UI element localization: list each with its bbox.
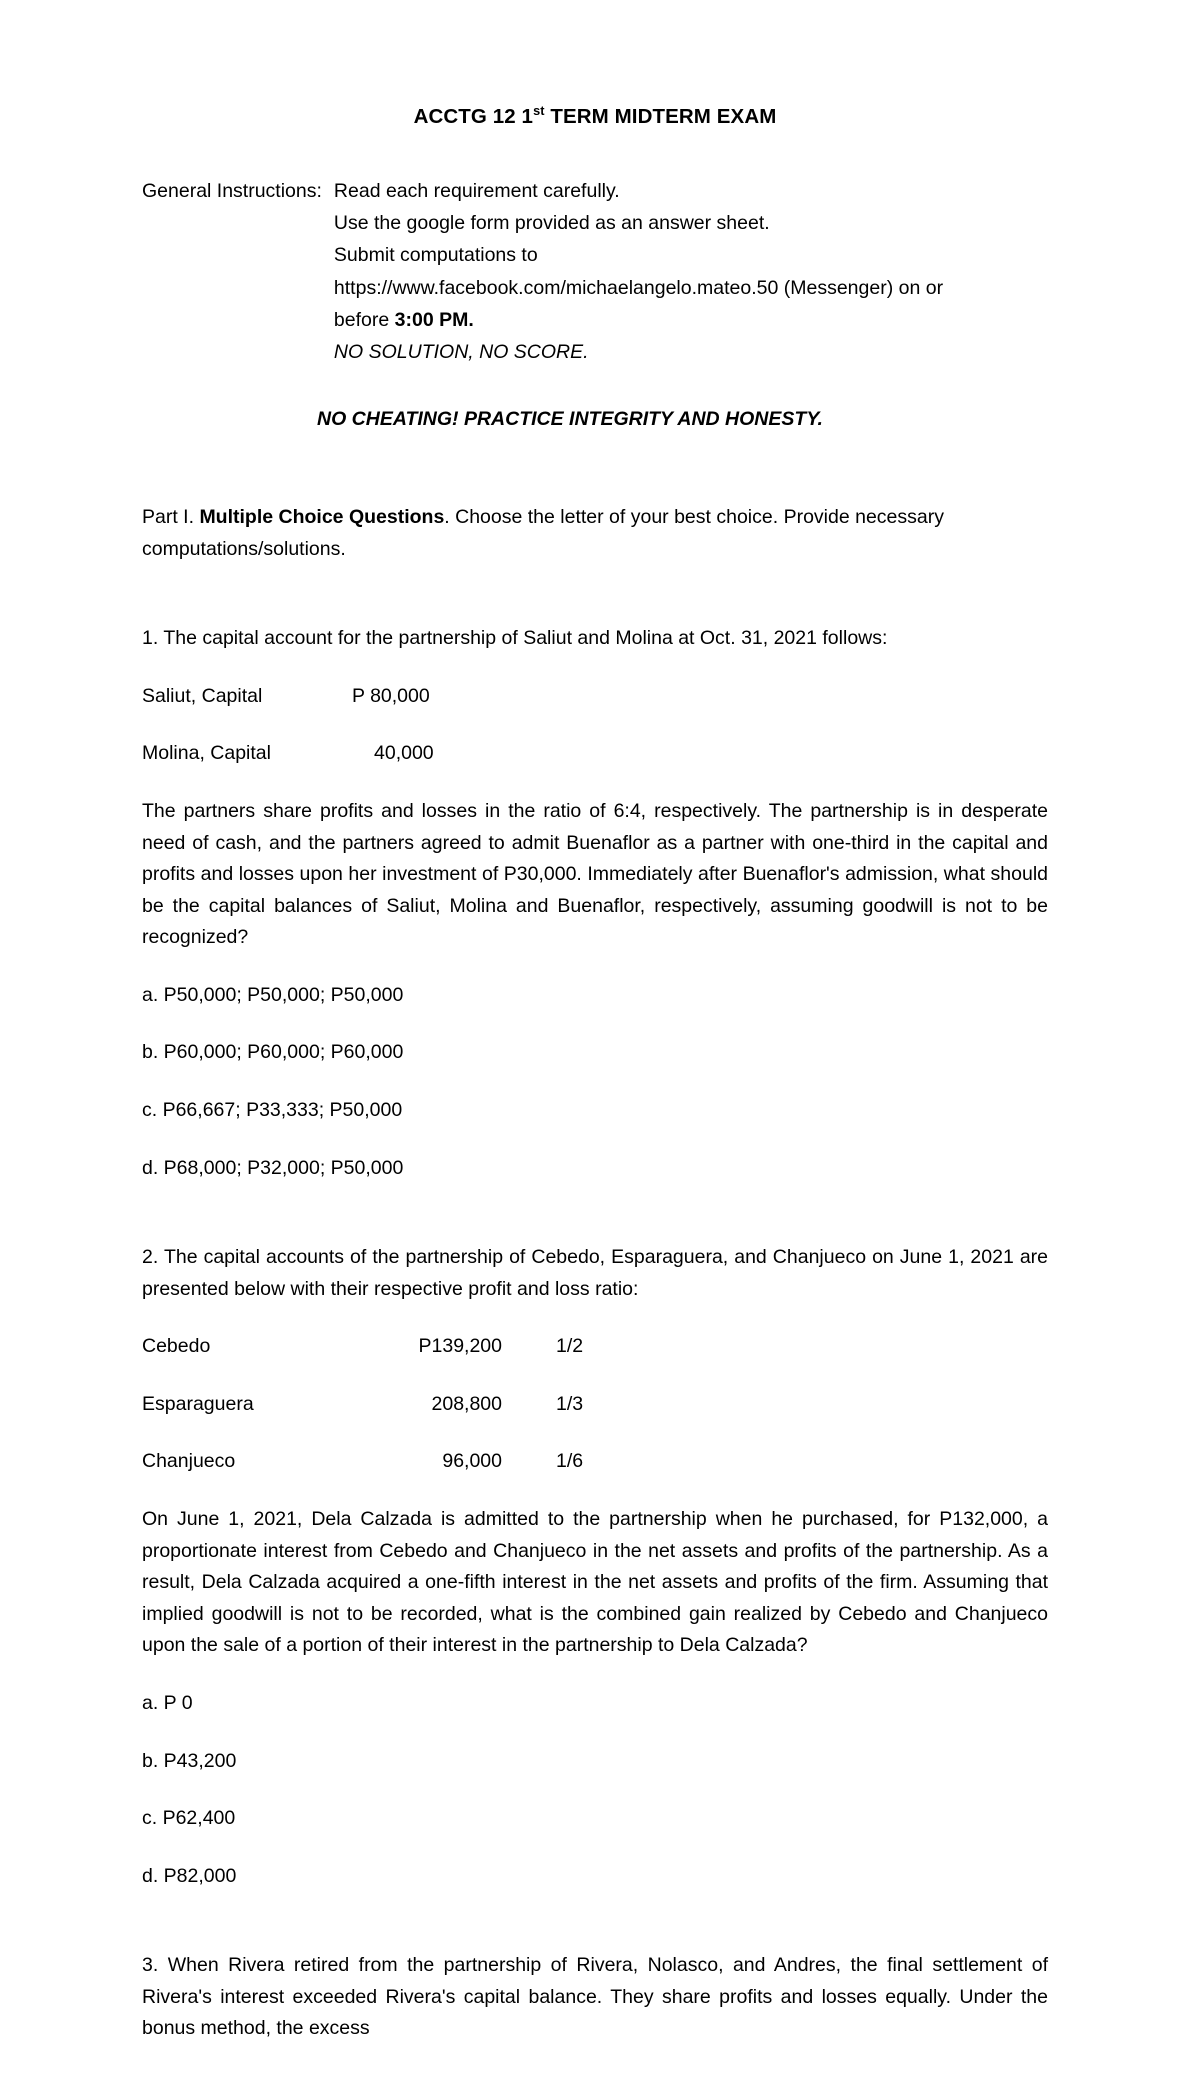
table-row bbox=[142, 681, 524, 739]
question-2-option-d[interactable]: d. P82,000 bbox=[142, 1864, 237, 1887]
partner-name: Esparaguera bbox=[142, 1392, 254, 1415]
question-2 bbox=[142, 1242, 1048, 1892]
partner-name: Cebedo bbox=[142, 1335, 211, 1358]
partner-ratio: 1/3 bbox=[556, 1392, 584, 1415]
instruction-line-4 bbox=[334, 272, 1048, 304]
partner-name: Chanjueco bbox=[142, 1450, 236, 1473]
table-row bbox=[142, 1389, 676, 1447]
table-row bbox=[142, 738, 524, 770]
question-1-capital-table bbox=[142, 681, 524, 770]
deadline-prefix: before bbox=[333, 309, 395, 332]
question-2-option-b[interactable]: b. P43,200 bbox=[142, 1749, 237, 1772]
instruction-line-5 bbox=[334, 304, 1048, 336]
question-1-option-b[interactable]: b. P60,000; P60,000; P60,000 bbox=[142, 1041, 404, 1064]
instruction-line-2: Use the google form provided as an answer sheet. bbox=[333, 212, 770, 234]
question-3 bbox=[142, 1950, 1048, 2045]
general-instructions-body bbox=[334, 175, 1048, 369]
partner-name: Saliut, Capital bbox=[142, 684, 263, 707]
question-1-option-a[interactable]: a. P50,000; P50,000; P50,000 bbox=[142, 983, 404, 1006]
page-title-ordinal-suffix: st bbox=[533, 103, 545, 119]
partner-amount: P139,200 bbox=[418, 1335, 502, 1358]
partner-amount: 208,800 bbox=[431, 1392, 502, 1415]
partner-amount: 40,000 bbox=[374, 742, 434, 765]
part-label: Part I. bbox=[142, 506, 200, 529]
no-solution-no-score-note: NO SOLUTION, NO SCORE. bbox=[333, 341, 589, 364]
question-1 bbox=[142, 623, 1048, 1184]
deadline-time: 3:00 PM. bbox=[394, 309, 474, 332]
instruction-line-3: Submit computations to bbox=[333, 244, 538, 267]
partner-ratio: 1/2 bbox=[556, 1335, 584, 1358]
general-instructions bbox=[142, 175, 1048, 369]
page-title-prefix: ACCTG 12 1 bbox=[413, 105, 534, 128]
general-instructions-label: General Instructions: bbox=[142, 179, 322, 202]
page-title-suffix: TERM MIDTERM EXAM bbox=[544, 105, 777, 128]
submission-url-text: https://www.facebook.com/michaelangelo.mateo.50 (Messenger) on or bbox=[333, 276, 944, 299]
part-instructions: . Choose the letter of your best choice. Provide necessary computations/solutions. bbox=[142, 506, 944, 560]
partner-amount: P 80,000 bbox=[352, 684, 430, 707]
page-title bbox=[142, 104, 1048, 131]
part-one-heading bbox=[142, 502, 1048, 565]
question-1-option-c[interactable]: c. P66,667; P33,333; P50,000 bbox=[142, 1098, 403, 1121]
partner-name: Molina, Capital bbox=[142, 742, 271, 765]
question-2-option-c[interactable]: c. P62,400 bbox=[142, 1807, 236, 1830]
question-1-body: The partners share profits and losses in the ratio of 6:4, respectively. The partnership is in desperate need of cash, and the partners agreed to admit Buenaflor as a partner with one-third in the capital and profits and losses upon her investment of P30,000. Immediately after Buenaflor's admission, what should be the capital balances of Saliut, Molina and Buenaflor, respectively, assuming goodwill is not to be recognized? bbox=[142, 799, 1048, 949]
partner-ratio: 1/6 bbox=[556, 1450, 584, 1473]
instruction-line-1: Read each requirement carefully. bbox=[333, 179, 620, 202]
partner-amount: 96,000 bbox=[442, 1450, 502, 1473]
table-row bbox=[142, 1446, 676, 1478]
question-1-stem: 1. The capital account for the partnership of Saliut and Molina at Oct. 31, 2021 follows: bbox=[142, 627, 888, 650]
no-cheating-banner: NO CHEATING! PRACTICE INTEGRITY AND HONESTY. bbox=[317, 407, 823, 430]
part-title: Multiple Choice Questions bbox=[199, 506, 445, 529]
question-2-capital-table bbox=[142, 1331, 676, 1478]
question-2-option-a[interactable]: a. P 0 bbox=[142, 1691, 193, 1714]
table-row bbox=[142, 1331, 676, 1389]
question-1-option-d[interactable]: d. P68,000; P32,000; P50,000 bbox=[142, 1156, 404, 1179]
question-2-body: On June 1, 2021, Dela Calzada is admitted to the partnership when he purchased, for P132,000, a proportionate interest from Cebedo and Chanjueco in the net assets and profits of the partnership. As a result, Dela Calzada acquired a one-fifth interest in the net assets and profits of the firm. Assuming that implied goodwill is not to be recorded, what is the combined gain realized by Cebedo and Chanjueco upon the sale of a portion of their interest in the partnership to Dela Calzada? bbox=[142, 1508, 1048, 1657]
question-2-stem: 2. The capital accounts of the partnership of Cebedo, Esparaguera, and Chanjueco on June 1, 2021 are presented below with their respective profit and loss ratio: bbox=[142, 1246, 1048, 1300]
question-3-stem: 3. When Rivera retired from the partnership of Rivera, Nolasco, and Andres, the final settlement of Rivera's interest exceeded Rivera's capital balance. They share profits and losses equally. Under the bonus method, the excess bbox=[142, 1954, 1048, 2040]
